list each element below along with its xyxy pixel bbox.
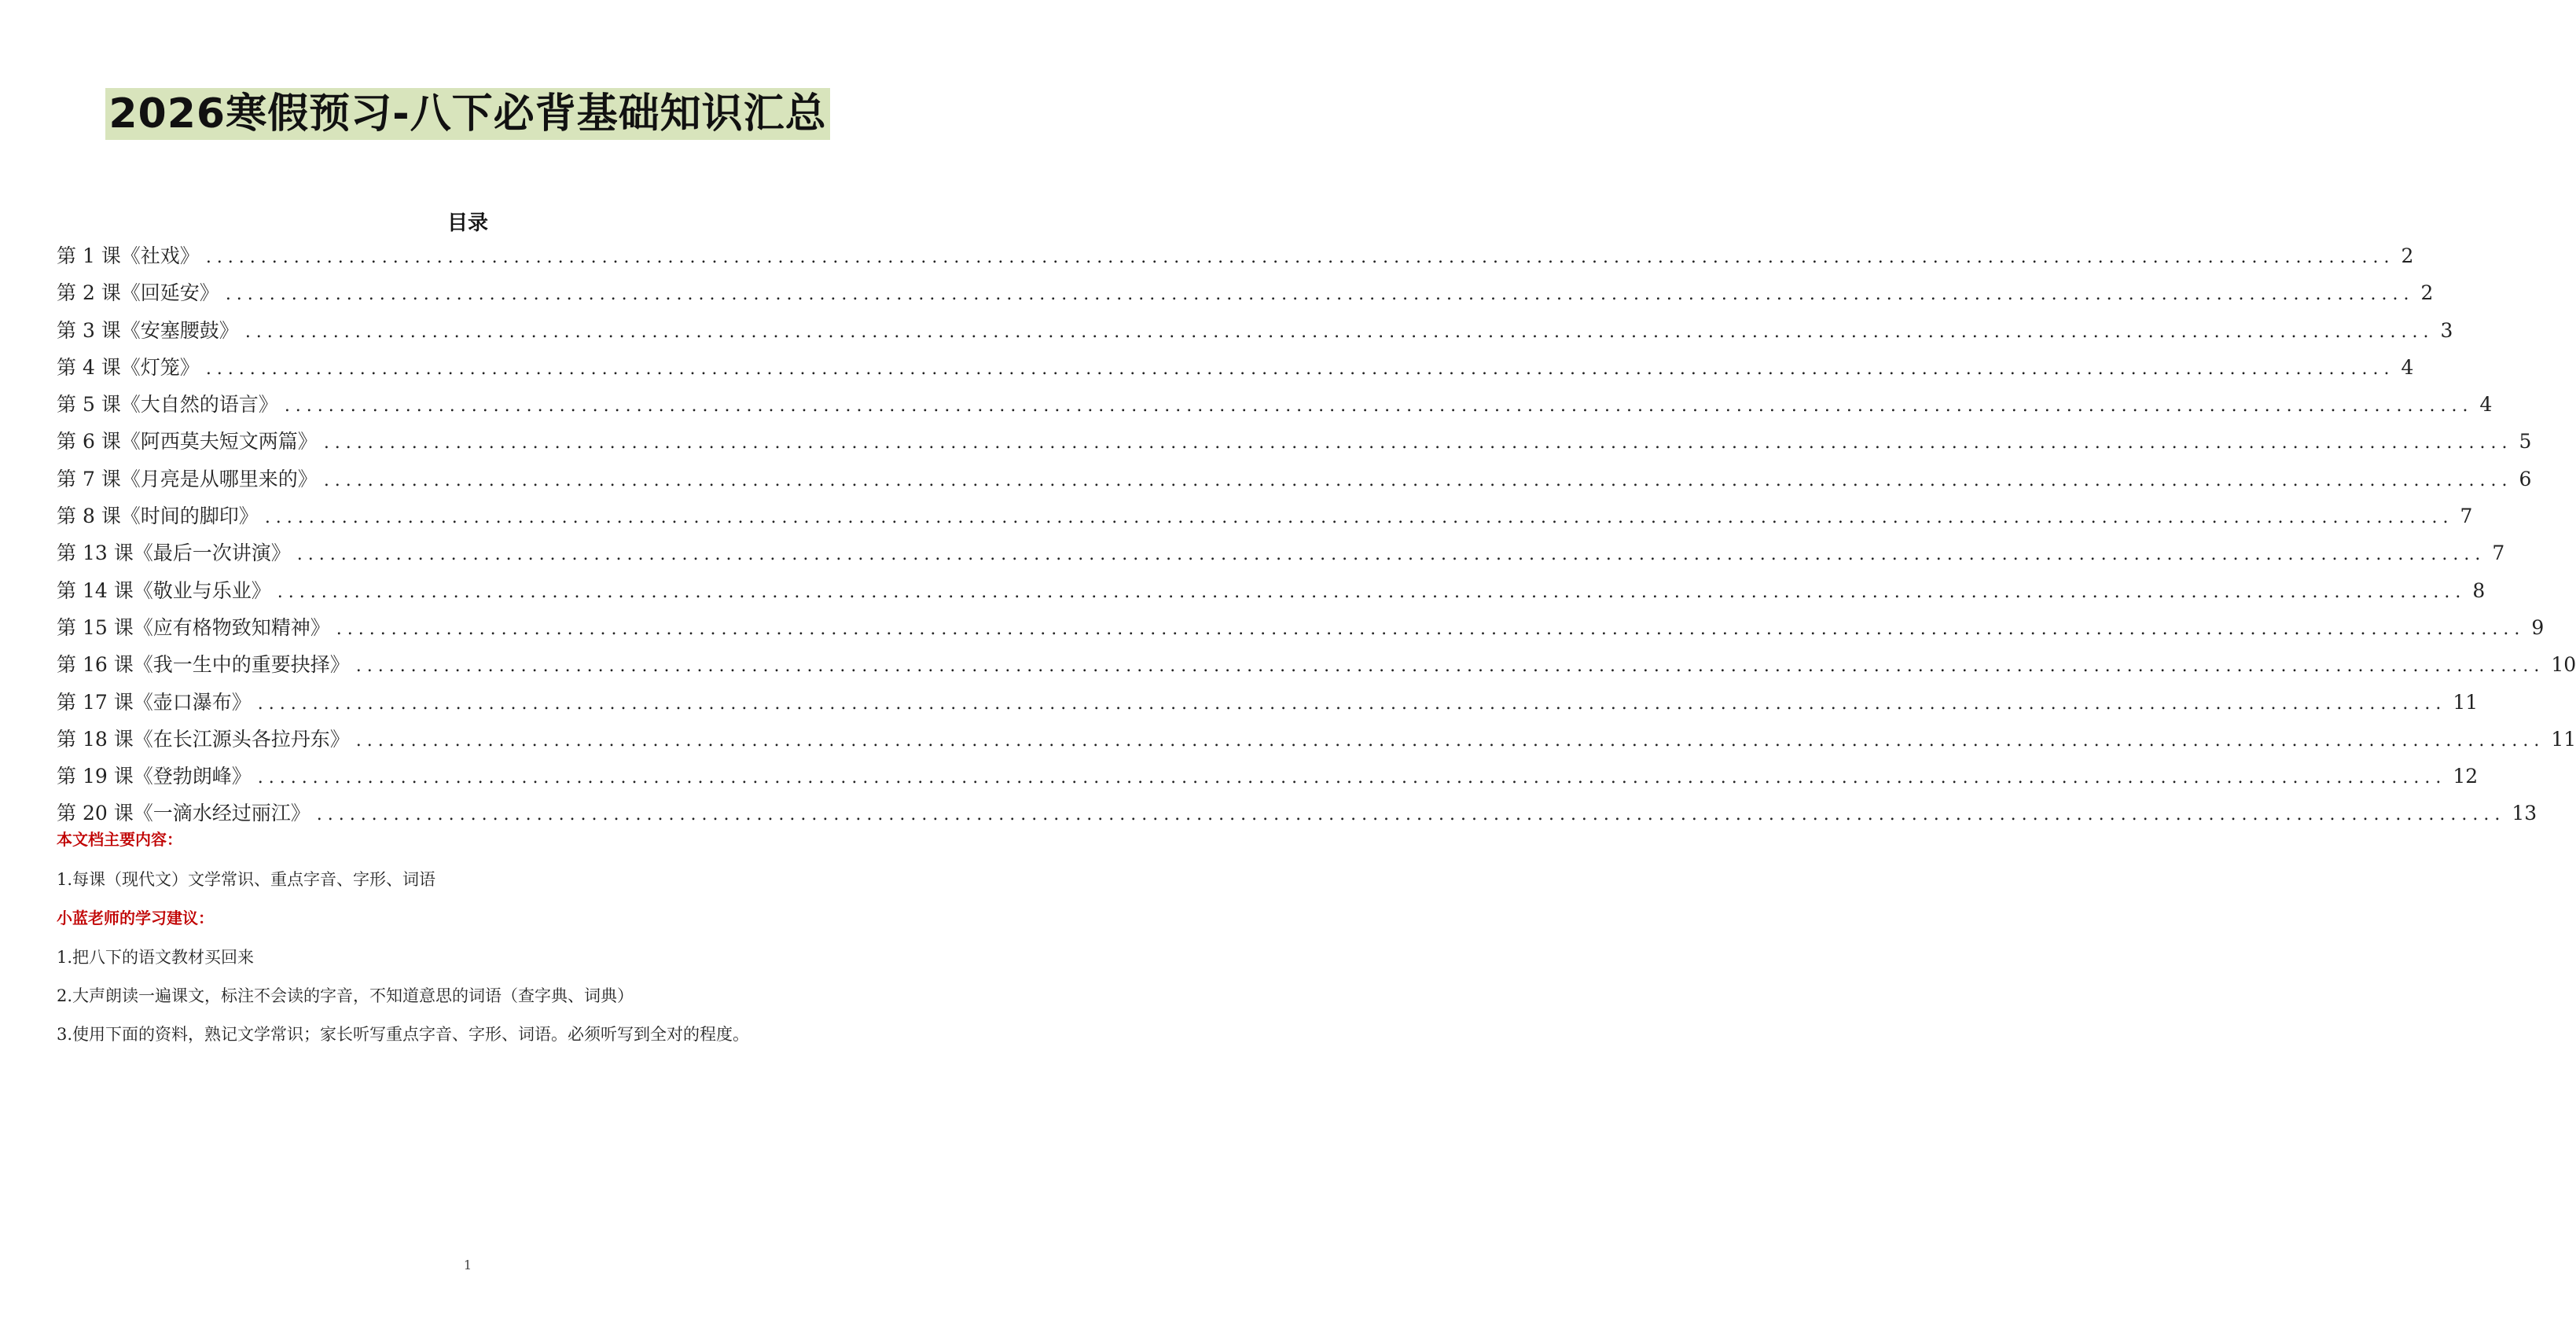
toc-dot-leader: ....................................................................................................................................................................................................... bbox=[225, 285, 2415, 305]
toc-entry-page: 3 bbox=[2440, 318, 2453, 342]
toc-entry[interactable] bbox=[57, 684, 2479, 721]
toc-entry-title: 第 13 课《最后一次讲演》 bbox=[57, 542, 291, 565]
toc-entry[interactable] bbox=[57, 461, 2532, 498]
toc-entry[interactable] bbox=[57, 758, 2479, 795]
toc-entry[interactable] bbox=[57, 349, 2414, 386]
toc-entry[interactable] bbox=[57, 498, 2473, 534]
main-content-heading: 本文档主要内容： bbox=[57, 830, 182, 849]
toc-entry[interactable] bbox=[57, 423, 2532, 460]
study-advice-line: 3.使用下面的资料，熟记文学常识；家长听写重点字音、字形、词语。必须听写到全对的程度。 bbox=[57, 1025, 750, 1044]
toc-dot-leader: ....................................................................................................................................................................................................... bbox=[323, 433, 2513, 454]
toc-entry-title: 第 6 课《阿西莫夫短文两篇》 bbox=[57, 430, 318, 454]
toc-dot-leader: ....................................................................................................................................................................................................... bbox=[205, 358, 2395, 379]
main-content-line: 1.每课（现代文）文学常识、重点字音、字形、词语 bbox=[57, 870, 436, 889]
toc-entry-page: 7 bbox=[2460, 505, 2473, 528]
toc-entry[interactable] bbox=[57, 721, 2576, 758]
toc-entry-title: 第 18 课《在长江源头各拉丹东》 bbox=[57, 727, 350, 751]
document-title bbox=[0, 88, 935, 140]
toc-dot-leader: ....................................................................................................................................................................................................... bbox=[264, 508, 2454, 528]
toc-entry[interactable] bbox=[57, 386, 2493, 423]
toc-entry-title: 第 14 课《敬业与乐业》 bbox=[57, 578, 271, 602]
toc-entry[interactable] bbox=[57, 534, 2505, 571]
toc-entry-page: 2 bbox=[2420, 281, 2434, 305]
toc-entry-title: 第 20 课《一滴水经过丽江》 bbox=[57, 802, 311, 825]
toc-entry-title: 第 7 课《月亮是从哪里来的》 bbox=[57, 467, 318, 490]
toc-heading: 目录 bbox=[446, 211, 488, 235]
toc-entry[interactable] bbox=[57, 795, 2537, 832]
toc-entry-title: 第 3 课《安塞腰鼓》 bbox=[57, 318, 239, 342]
study-advice-line: 1.把八下的语文教材买回来 bbox=[57, 948, 255, 967]
toc-entry-page: 12 bbox=[2453, 765, 2479, 788]
toc-entry-page: 2 bbox=[2401, 244, 2414, 267]
toc-entry-title: 第 4 课《灯笼》 bbox=[57, 355, 200, 379]
toc-entry-page: 7 bbox=[2492, 542, 2505, 565]
toc-entry-page: 13 bbox=[2512, 802, 2537, 825]
toc-entry-title: 第 1 课《社戏》 bbox=[57, 244, 200, 267]
toc-entry-title: 第 19 课《登勃朗峰》 bbox=[57, 765, 252, 788]
toc-dot-leader: ....................................................................................................................................................................................................... bbox=[336, 619, 2526, 639]
toc-entry-page: 6 bbox=[2519, 467, 2532, 490]
toc-dot-leader: ....................................................................................................................................................................................................... bbox=[244, 321, 2435, 342]
toc-entry-title: 第 8 课《时间的脚印》 bbox=[57, 505, 259, 528]
toc-dot-leader: ....................................................................................................................................................................................................... bbox=[296, 545, 2486, 565]
toc-entry-page: 10 bbox=[2551, 653, 2576, 677]
toc-entry-page: 11 bbox=[2453, 690, 2479, 714]
toc-entry-title: 第 17 课《壶口瀑布》 bbox=[57, 690, 252, 714]
toc-dot-leader: ....................................................................................................................................................................................................... bbox=[355, 656, 2545, 677]
toc-entry[interactable] bbox=[57, 609, 2545, 646]
toc-entry-page: 9 bbox=[2531, 615, 2545, 639]
toc-entry[interactable] bbox=[57, 237, 2414, 274]
toc-entry-page: 4 bbox=[2479, 393, 2493, 417]
toc-entry-page: 11 bbox=[2551, 727, 2576, 751]
document-title-text: 2026寒假预习-八下必背基础知识汇总 bbox=[105, 88, 829, 140]
toc-dot-leader: ....................................................................................................................................................................................................... bbox=[257, 693, 2447, 714]
toc-dot-leader: ....................................................................................................................................................................................................... bbox=[316, 805, 2506, 825]
page-number: 1 bbox=[463, 1258, 472, 1272]
toc-dot-leader: ....................................................................................................................................................................................................... bbox=[323, 470, 2513, 490]
toc-entry-title: 第 5 课《大自然的语言》 bbox=[57, 393, 278, 417]
toc-entry-page: 8 bbox=[2472, 578, 2486, 602]
toc-entry[interactable] bbox=[57, 312, 2453, 349]
study-advice-line: 2.大声朗读一遍课文，标注不会读的字音，不知道意思的词语（查字典、词典） bbox=[57, 986, 634, 1005]
toc-entry-title: 第 15 课《应有格物致知精神》 bbox=[57, 615, 330, 639]
toc-dot-leader: ....................................................................................................................................................................................................... bbox=[257, 768, 2447, 788]
toc-entry-page: 4 bbox=[2401, 355, 2414, 379]
toc-dot-leader: ....................................................................................................................................................................................................... bbox=[205, 248, 2395, 267]
toc-entry[interactable] bbox=[57, 646, 2576, 683]
toc-entry[interactable] bbox=[57, 572, 2486, 609]
toc-dot-leader: ....................................................................................................................................................................................................... bbox=[277, 582, 2467, 602]
toc-entry[interactable] bbox=[57, 274, 2434, 311]
toc-entry-title: 第 2 课《回延安》 bbox=[57, 281, 219, 305]
toc-dot-leader: ....................................................................................................................................................................................................... bbox=[355, 730, 2545, 751]
toc-dot-leader: ....................................................................................................................................................................................................... bbox=[284, 396, 2474, 417]
toc-entry-title: 第 16 课《我一生中的重要抉择》 bbox=[57, 653, 350, 677]
toc-entry-page: 5 bbox=[2519, 430, 2532, 454]
table-of-contents bbox=[57, 237, 2576, 832]
study-advice-heading: 小蓝老师的学习建议： bbox=[57, 909, 214, 927]
